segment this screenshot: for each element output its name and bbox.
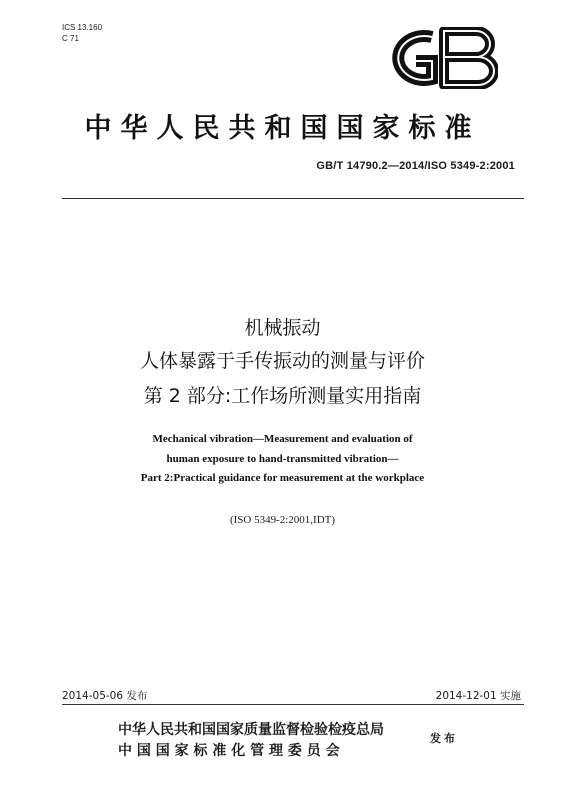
issue-label: 发布 [430,732,458,745]
footer-rule [62,704,524,705]
standard-name: 中华人民共和国国家标准 [84,113,481,144]
gb-logo [380,27,498,89]
title-en-line-1: Mechanical vibration—Measurement and evaluation of [152,433,413,445]
title-cn-line-3: 第 2 部分:工作场所测量实用指南 [143,385,422,407]
ccs-code: C 71 [62,34,79,43]
title-cn-line-1: 机械振动 [244,317,321,339]
standard-number: GB/T 14790.2—2014/ISO 5349-2:2001 [316,160,515,172]
classification-codes [62,22,102,44]
header-rule [62,198,524,199]
title-en-line-2: human exposure to hand-transmitted vibration— [166,453,399,465]
title-en-line-3: Part 2:Practical guidance for measurement at the workplace [140,472,425,484]
ics-code: ICS 13.160 [62,23,103,32]
implement-date: 2014-12-01 实施 [435,690,521,702]
idt-note: (ISO 5349-2:2001,IDT) [229,514,336,526]
title-cn-line-2: 人体暴露于手传振动的测量与评价 [139,350,425,372]
issuer-aqsiq: 中华人民共和国国家质量监督检验检疫总局 [118,722,384,738]
publish-date: 2014-05-06 发布 [62,690,148,702]
issuer-sac: 中 国 国 家 标 准 化 管 理 委 员 会 [118,743,340,759]
